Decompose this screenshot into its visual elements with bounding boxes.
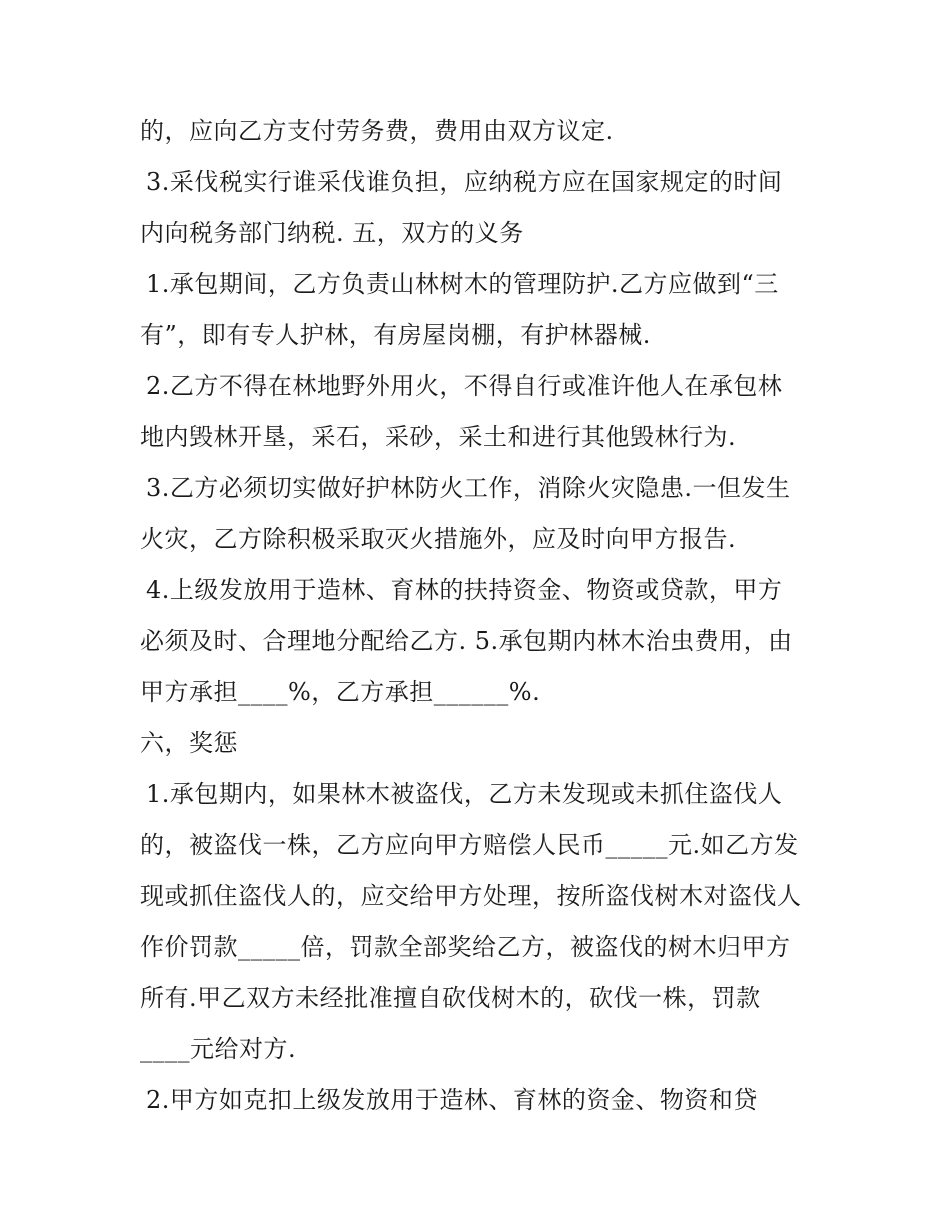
text-line: 3.乙方必须切实做好护林防火工作，消除火灾隐患.一但发生 (146, 474, 791, 502)
text-line: 作价罚款_____倍，罚款全部奖给乙方，被盗伐的树木归甲方 (140, 933, 791, 961)
text-line: 地内毁林开垦，采石，采砂，采土和进行其他毁林行为. (140, 423, 737, 451)
text-line: ____元给对方. (140, 1035, 297, 1063)
text-line: 2.甲方如克扣上级发放用于造林、育林的资金、物资和贷 (146, 1086, 758, 1114)
text-line: 的，应向乙方支付劳务费，费用由双方议定. (140, 117, 614, 145)
text-line: 2.乙方不得在林地野外用火，不得自行或准许他人在承包林 (146, 372, 783, 400)
text-line: 1.承包期间，乙方负责山林树木的管理防护.乙方应做到“三 (146, 270, 779, 298)
text-line: 有”，即有专人护林，有房屋岗棚，有护林器械. (140, 321, 651, 349)
text-line: 4.上级发放用于造林、育林的扶持资金、物资或贷款，甲方 (146, 576, 783, 604)
text-line: 所有.甲乙双方未经批准擅自砍伐树木的，砍伐一株，罚款 (140, 984, 761, 1012)
text-line: 甲方承担____%，乙方承担______%. (140, 678, 541, 706)
text-line: 火灾，乙方除积极采取灭火措施外，应及时向甲方报告. (140, 525, 737, 553)
document-body (140, 106, 820, 1126)
section-heading: 六，奖惩 (140, 729, 238, 757)
text-line: 3.采伐税实行谁采伐谁负担，应纳税方应在国家规定的时间 (146, 168, 783, 196)
text-line: 的，被盗伐一株，乙方应向甲方赔偿人民币_____元.如乙方发 (140, 831, 799, 859)
text-line: 必须及时、合理地分配给乙方. 5.承包期内林木治虫费用，由 (140, 627, 793, 655)
text-line: 内向税务部门纳税. 五，双方的义务 (140, 219, 524, 247)
text-line: 1.承包期内，如果林木被盗伐，乙方未发现或未抓住盗伐人 (146, 780, 783, 808)
text-line: 现或抓住盗伐人的，应交给甲方处理，按所盗伐树木对盗伐人 (140, 882, 802, 910)
